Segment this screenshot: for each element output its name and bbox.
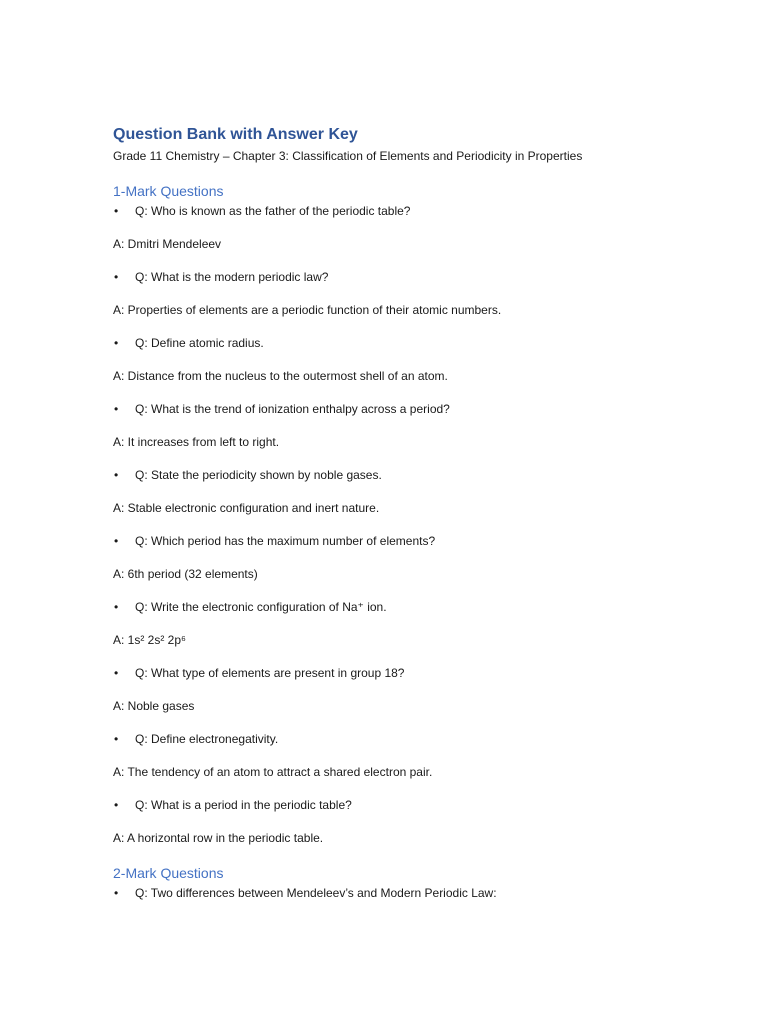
question-label: Q: Write the electronic configuration of Na⁺ ion. <box>135 600 387 614</box>
qa-item <box>113 664 733 715</box>
answer-text: A: Noble gases <box>113 699 195 713</box>
document-subtitle: Grade 11 Chemistry – Chapter 3: Classification of Elements and Periodicity in Properties <box>113 149 583 163</box>
question-text <box>113 884 733 902</box>
bullet-icon: • <box>114 732 119 746</box>
question-label: Q: Two differences between Mendeleev’s and Modern Periodic Law: <box>135 886 497 900</box>
answer-text: A: 6th period (32 elements) <box>113 567 258 581</box>
question-label: Q: What type of elements are present in group 18? <box>135 666 405 680</box>
question-section <box>113 181 733 847</box>
bullet-icon: • <box>114 666 119 680</box>
answer-text: A: The tendency of an atom to attract a shared electron pair. <box>113 765 433 779</box>
question-label: Q: What is a period in the periodic table? <box>135 798 352 812</box>
answer-text: A: 1s² 2s² 2p⁶ <box>113 633 186 647</box>
bullet-icon: • <box>114 534 119 548</box>
question-section <box>113 863 733 902</box>
question-text <box>113 730 733 748</box>
answer-text: A: Dmitri Mendeleev <box>113 237 222 251</box>
question-text <box>113 466 733 484</box>
bullet-icon: • <box>114 204 119 218</box>
bullet-icon: • <box>114 886 119 900</box>
question-text <box>113 532 733 550</box>
bullet-icon: • <box>114 336 119 350</box>
qa-item <box>113 334 733 385</box>
answer-text: A: Distance from the nucleus to the outermost shell of an atom. <box>113 369 448 383</box>
question-label: Q: State the periodicity shown by noble gases. <box>135 468 382 482</box>
question-text <box>113 400 733 418</box>
bullet-icon: • <box>114 798 119 812</box>
section-heading: 2-Mark Questions <box>113 865 224 881</box>
question-text <box>113 202 733 220</box>
bullet-icon: • <box>114 402 119 416</box>
bullet-icon: • <box>114 270 119 284</box>
question-label: Q: Define electronegativity. <box>135 732 279 746</box>
qa-item <box>113 796 733 847</box>
question-text <box>113 796 733 814</box>
question-label: Q: What is the trend of ionization enthalpy across a period? <box>135 402 450 416</box>
answer-text: A: Properties of elements are a periodic function of their atomic numbers. <box>113 303 502 317</box>
question-label: Q: Which period has the maximum number of elements? <box>135 534 436 548</box>
question-label: Q: Who is known as the father of the periodic table? <box>135 204 411 218</box>
bullet-icon: • <box>114 468 119 482</box>
qa-item <box>113 202 733 253</box>
question-text <box>113 268 733 286</box>
qa-item <box>113 598 733 649</box>
qa-item <box>113 466 733 517</box>
answer-text: A: Stable electronic configuration and inert nature. <box>113 501 380 515</box>
question-sections <box>113 181 733 902</box>
question-text <box>113 334 733 352</box>
qa-list <box>113 202 733 847</box>
question-label: Q: What is the modern periodic law? <box>135 270 329 284</box>
question-label: Q: Define atomic radius. <box>135 336 264 350</box>
bullet-icon: • <box>114 600 119 614</box>
section-heading: 1-Mark Questions <box>113 183 224 199</box>
qa-item <box>113 532 733 583</box>
qa-item <box>113 268 733 319</box>
qa-list <box>113 884 733 902</box>
qa-item <box>113 884 733 902</box>
answer-text: A: A horizontal row in the periodic table. <box>113 831 324 845</box>
question-text <box>113 664 733 682</box>
answer-text: A: It increases from left to right. <box>113 435 280 449</box>
qa-item <box>113 730 733 781</box>
qa-item <box>113 400 733 451</box>
document-page <box>113 124 733 902</box>
question-text <box>113 598 733 616</box>
document-title: Question Bank with Answer Key <box>113 126 358 143</box>
